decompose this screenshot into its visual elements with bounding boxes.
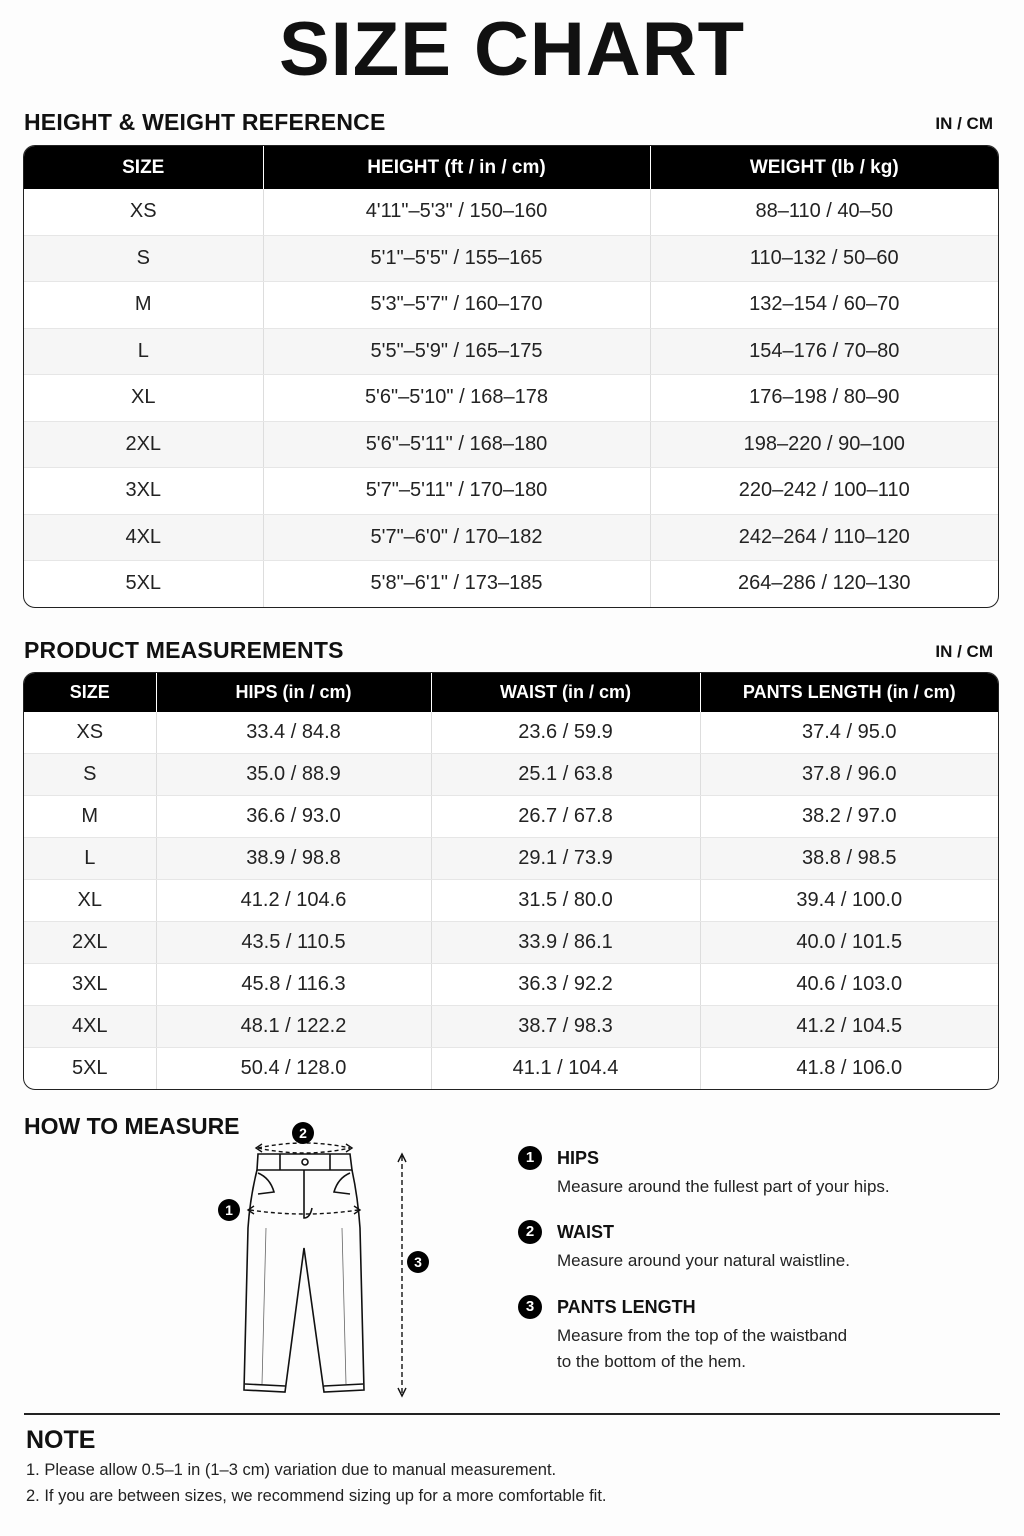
column-header: WAIST (in / cm) xyxy=(431,673,700,712)
table-cell: 37.8 / 96.0 xyxy=(700,754,998,796)
divider xyxy=(24,1413,1000,1415)
table-cell: 41.1 / 104.4 xyxy=(431,1048,700,1090)
table-cell: 38.9 / 98.8 xyxy=(156,838,431,880)
size-cell: S xyxy=(24,235,263,282)
table-cell: 88–110 / 40–50 xyxy=(650,189,998,235)
table-cell: 110–132 / 50–60 xyxy=(650,235,998,282)
size-cell: 4XL xyxy=(24,514,263,561)
size-cell: 2XL xyxy=(24,922,156,964)
size-cell: L xyxy=(24,328,263,375)
table-cell: 41.8 / 106.0 xyxy=(796,1057,903,1079)
table-row xyxy=(24,282,998,329)
table-row xyxy=(24,1006,998,1048)
pants-diagram xyxy=(200,1118,450,1408)
product-measurements-unit: IN / CM xyxy=(935,642,993,661)
size-cell: M xyxy=(24,796,156,838)
note-item: 2. If you are between sizes, we recommend sizing up for a more comfortable fit. xyxy=(26,1487,607,1505)
size-cell: L xyxy=(24,838,156,880)
column-header: SIZE xyxy=(24,673,156,712)
size-cell: 3XL xyxy=(24,964,156,1006)
table-cell: 154–176 / 70–80 xyxy=(650,328,998,375)
table-cell: 35.0 / 88.9 xyxy=(156,754,431,796)
size-cell: 5XL xyxy=(24,561,263,607)
table-row xyxy=(24,514,998,561)
how-to-measure-heading: HOW TO MEASURE xyxy=(24,1113,240,1139)
table-cell: 40.0 / 101.5 xyxy=(700,922,998,964)
table-row xyxy=(24,1048,998,1090)
legend-label: PANTS LENGTH xyxy=(557,1297,696,1317)
marker-length: 3 xyxy=(414,1254,422,1270)
product-measurements-table xyxy=(23,672,999,1090)
table-cell: 5'8"–6'1" / 173–185 xyxy=(263,561,650,607)
table-cell: 5'7"–6'0" / 170–182 xyxy=(263,514,650,561)
column-header: HEIGHT (ft / in / cm) xyxy=(263,146,650,189)
size-cell: XL xyxy=(24,880,156,922)
table-cell: 43.5 / 110.5 xyxy=(156,922,431,964)
column-header: PANTS LENGTH (in / cm) xyxy=(700,673,998,712)
table-row xyxy=(24,964,998,1006)
number-badge: 2 xyxy=(518,1220,542,1244)
table-cell: 41.2 / 104.6 xyxy=(156,880,431,922)
table-cell: 176–198 / 80–90 xyxy=(650,375,998,422)
size-cell: M xyxy=(24,282,263,329)
size-cell: S xyxy=(24,754,156,796)
table-cell: 220–242 / 100–110 xyxy=(650,468,998,515)
marker-hips: 1 xyxy=(225,1202,233,1218)
height-weight-unit: IN / CM xyxy=(935,114,993,133)
table-cell: 242–264 / 110–120 xyxy=(650,514,998,561)
table-cell: 39.4 / 100.0 xyxy=(700,880,998,922)
table-cell: 5'3"–5'7" / 160–170 xyxy=(263,282,650,329)
page-title: SIZE CHART xyxy=(279,7,745,92)
table-cell: 5'1"–5'5" / 155–165 xyxy=(263,235,650,282)
column-header: WEIGHT (lb / kg) xyxy=(650,146,998,189)
table-cell: 5'7"–5'11" / 170–180 xyxy=(263,468,650,515)
table-cell: 5'6"–5'11" / 168–180 xyxy=(263,421,650,468)
table-row xyxy=(24,189,998,235)
table-cell: 41.2 / 104.5 xyxy=(700,1006,998,1048)
table-cell: 29.1 / 73.9 xyxy=(431,838,700,880)
table-row xyxy=(24,375,998,422)
table-cell: 5'5"–5'9" / 165–175 xyxy=(263,328,650,375)
table-cell: 26.7 / 67.8 xyxy=(431,796,700,838)
column-header: HIPS (in / cm) xyxy=(156,673,431,712)
table-row xyxy=(24,922,998,964)
table-cell: 50.4 / 128.0 xyxy=(156,1048,431,1090)
size-cell: 3XL xyxy=(24,468,263,515)
legend-description: Measure around the fullest part of your hips. xyxy=(557,1177,890,1196)
table-cell: 48.1 / 122.2 xyxy=(156,1006,431,1048)
legend-description: Measure from the top of the waistband to the bottom of the hem. xyxy=(557,1326,848,1371)
size-cell: 5XL xyxy=(24,1048,156,1090)
table-cell: 36.3 / 92.2 xyxy=(431,964,700,1006)
table-row xyxy=(24,712,998,754)
table-row xyxy=(24,328,998,375)
legend-description: Measure around your natural waistline. xyxy=(557,1251,850,1270)
table-cell: 25.1 / 63.8 xyxy=(431,754,700,796)
size-cell: 2XL xyxy=(24,421,263,468)
table-cell: 45.8 / 116.3 xyxy=(156,964,431,1006)
legend-label: HIPS xyxy=(557,1148,600,1168)
table-row xyxy=(24,421,998,468)
table-cell: 37.4 / 95.0 xyxy=(700,712,998,754)
size-cell: XL xyxy=(24,375,263,422)
table-cell: 4'11"–5'3" / 150–160 xyxy=(263,189,650,235)
table-cell: 38.7 / 98.3 xyxy=(431,1006,700,1048)
size-cell: XS xyxy=(24,712,156,754)
table-cell: 198–220 / 90–100 xyxy=(650,421,998,468)
table-cell: 132–154 / 60–70 xyxy=(650,282,998,329)
marker-waist: 2 xyxy=(299,1125,307,1141)
table-cell: 31.5 / 80.0 xyxy=(431,880,700,922)
height-weight-heading: HEIGHT & WEIGHT REFERENCE xyxy=(24,109,386,135)
table-cell: 23.6 / 59.9 xyxy=(431,712,700,754)
table-cell: 36.6 / 93.0 xyxy=(156,796,431,838)
size-cell: 4XL xyxy=(24,1006,156,1048)
table-cell: 38.8 / 98.5 xyxy=(700,838,998,880)
table-row xyxy=(24,754,998,796)
table-row xyxy=(24,561,998,607)
table-cell: 33.4 / 84.8 xyxy=(156,712,431,754)
table-row xyxy=(24,235,998,282)
number-badge: 1 xyxy=(518,1146,542,1170)
table-cell: 5'6"–5'10" / 168–178 xyxy=(263,375,650,422)
height-weight-table xyxy=(23,145,999,608)
column-header: SIZE xyxy=(24,146,263,189)
table-cell: 38.2 / 97.0 xyxy=(700,796,998,838)
legend-label: WAIST xyxy=(557,1222,614,1242)
table-row xyxy=(24,796,998,838)
size-cell: XS xyxy=(24,189,263,235)
table-cell: 33.9 / 86.1 xyxy=(431,922,700,964)
product-measurements-heading: PRODUCT MEASUREMENTS xyxy=(24,637,344,663)
note-item: 1. Please allow 0.5–1 in (1–3 cm) variation due to manual measurement. xyxy=(26,1461,557,1479)
table-row xyxy=(24,880,998,922)
number-badge: 3 xyxy=(518,1295,542,1319)
table-row xyxy=(24,838,998,880)
note-heading: NOTE xyxy=(26,1426,96,1454)
table-cell: 264–286 / 120–130 xyxy=(738,572,911,595)
table-cell: 40.6 / 103.0 xyxy=(700,964,998,1006)
table-row xyxy=(24,468,998,515)
